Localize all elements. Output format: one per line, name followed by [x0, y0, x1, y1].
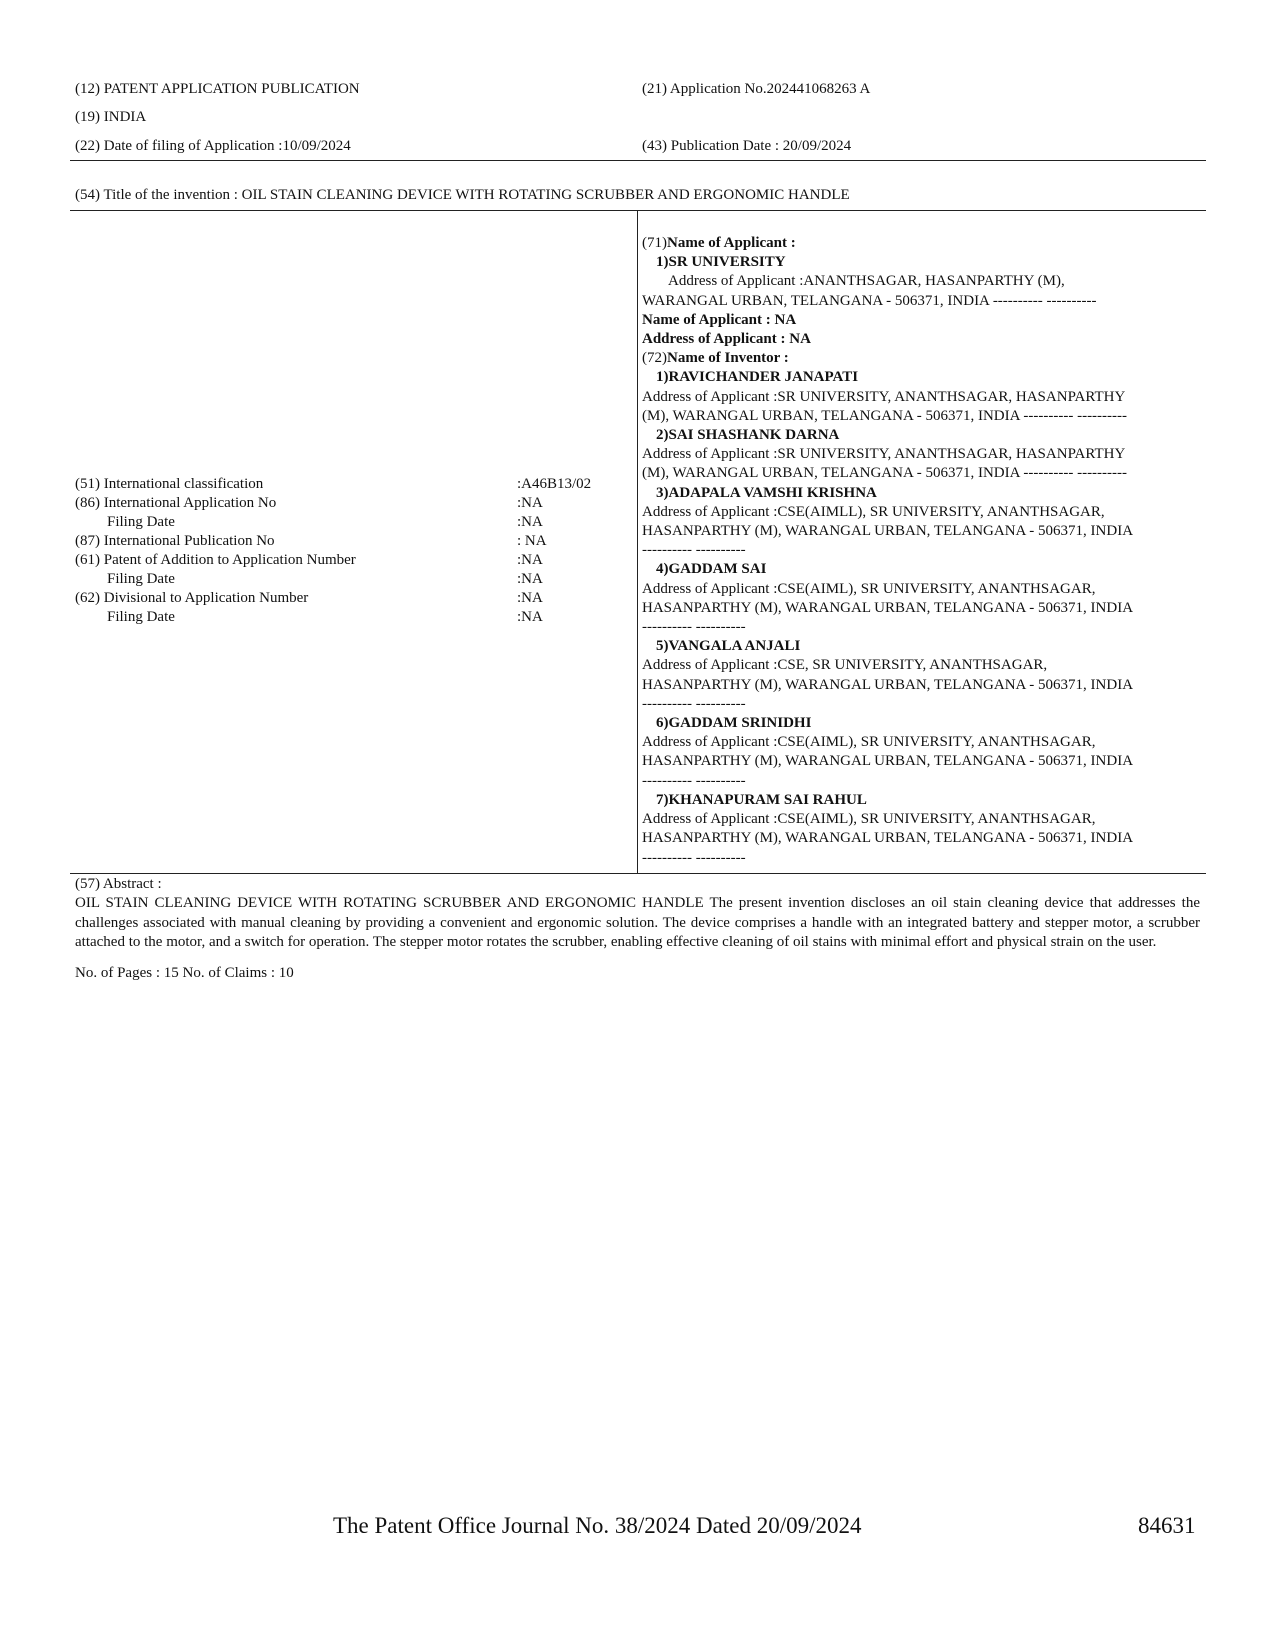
- bib-row-filing-date: [75, 570, 615, 589]
- second-applicant-address: Address of Applicant : NA: [642, 331, 811, 348]
- bib-row-filing-date: [75, 513, 615, 532]
- inventor-address-line: ---------- ----------: [642, 619, 746, 636]
- inventor-entry: [642, 714, 1202, 791]
- bib-value: :NA: [517, 590, 543, 606]
- bib-row-international-classification: [75, 475, 615, 494]
- inventor-entry: [642, 484, 1202, 561]
- inventor-address-line: HASANPARTHY (M), WARANGAL URBAN, TELANGANA - 506371, INDIA: [642, 599, 1134, 616]
- bib-row-filing-date: [75, 608, 615, 627]
- publication-date: (43) Publication Date : 20/09/2024: [642, 138, 852, 154]
- publication-type: (12) PATENT APPLICATION PUBLICATION: [75, 81, 360, 97]
- abstract-heading: (57) Abstract :: [75, 876, 162, 892]
- inventor-address-line: HASANPARTHY (M), WARANGAL URBAN, TELANGANA - 506371, INDIA: [642, 523, 1134, 540]
- bib-value: :NA: [517, 571, 543, 587]
- inventor-address-line: ---------- ----------: [642, 695, 746, 712]
- inventor-address-line: HASANPARTHY (M), WARANGAL URBAN, TELANGANA - 506371, INDIA: [642, 830, 1134, 847]
- inventor-name: 7)KHANAPURAM SAI RAHUL: [656, 791, 867, 808]
- inventor-entry: [642, 560, 1202, 637]
- inventor-list: [642, 368, 1202, 867]
- title-divider: [70, 210, 1206, 211]
- inventor-name: 3)ADAPALA VAMSHI KRISHNA: [656, 484, 877, 501]
- bib-row-divisional-application: [75, 589, 615, 608]
- country: (19) INDIA: [75, 109, 147, 125]
- journal-footer: The Patent Office Journal No. 38/2024 Dated 20/09/2024: [333, 1513, 862, 1538]
- bib-value: :A46B13/02: [517, 476, 592, 492]
- bib-value: : NA: [517, 533, 547, 549]
- filing-date: (22) Date of filing of Application :10/09/2024: [75, 138, 351, 154]
- inventor-heading-label: Name of Inventor :: [667, 350, 789, 367]
- inventor-address-line: HASANPARTHY (M), WARANGAL URBAN, TELANGANA - 506371, INDIA: [642, 676, 1134, 693]
- bib-label: (61) Patent of Addition to Application Number: [75, 552, 356, 568]
- bib-label: (87) International Publication No: [75, 533, 275, 549]
- bib-label: (62) Divisional to Application Number: [75, 590, 309, 606]
- applicant-address: WARANGAL URBAN, TELANGANA - 506371, INDIA ---------- ----------: [642, 292, 1097, 309]
- inventor-address-line: Address of Applicant :CSE(AIML), SR UNIVERSITY, ANANTHSAGAR,: [642, 580, 1096, 597]
- header-divider: [70, 160, 1206, 161]
- second-applicant-name: Name of Applicant : NA: [642, 311, 797, 328]
- applicant-inventor-column: [642, 234, 1202, 868]
- inventor-address-line: ---------- ----------: [642, 849, 746, 866]
- bib-value: :NA: [517, 514, 543, 530]
- inventor-address-line: (M), WARANGAL URBAN, TELANGANA - 506371, INDIA ---------- ----------: [642, 407, 1128, 424]
- applicant-address: Address of Applicant :ANANTHSAGAR, HASANPARTHY (M),: [668, 273, 1065, 290]
- inventor-heading: [642, 349, 1202, 368]
- inventor-entry: [642, 368, 1202, 426]
- inventor-address-line: Address of Applicant :CSE, SR UNIVERSITY, ANANTHSAGAR,: [642, 657, 1048, 674]
- inventor-name: 5)VANGALA ANJALI: [656, 638, 801, 655]
- inventor-address-line: Address of Applicant :CSE(AIMLL), SR UNIVERSITY, ANANTHSAGAR,: [642, 503, 1105, 520]
- inventor-entry: [642, 791, 1202, 868]
- inventor-address-line: ---------- ----------: [642, 542, 746, 559]
- applicant-heading: [642, 234, 1202, 253]
- applicant-prefix: (71): [642, 235, 667, 251]
- abstract-section: [75, 875, 1200, 983]
- inventor-address-line: Address of Applicant :CSE(AIML), SR UNIVERSITY, ANANTHSAGAR,: [642, 811, 1096, 828]
- abstract-text: OIL STAIN CLEANING DEVICE WITH ROTATING SCRUBBER AND ERGONOMIC HANDLE The present invention discloses an oil stain cleaning device that addresses the challenges associated with manual cleaning by providing a convenient and ergonomic solution. The device comprises a handle with an integrated battery and stepper motor, a scrubber attached to the motor, and a switch for operation. The stepper motor rotates the scrubber, enabling effective cleaning of oil stains with minimal effort and physical strain on the user.: [75, 895, 1200, 950]
- bib-label: Filing Date: [107, 514, 175, 530]
- bib-label: Filing Date: [107, 571, 175, 587]
- bib-value: :NA: [517, 609, 543, 625]
- inventor-address-line: (M), WARANGAL URBAN, TELANGANA - 506371, INDIA ---------- ----------: [642, 465, 1128, 482]
- bib-row-international-publication-no: [75, 532, 615, 551]
- applicant-heading-label: Name of Applicant :: [667, 235, 796, 251]
- inventor-address-line: Address of Applicant :SR UNIVERSITY, ANANTHSAGAR, HASANPARTHY: [642, 446, 1126, 463]
- pages-and-claims: No. of Pages : 15 No. of Claims : 10: [75, 965, 294, 982]
- bib-value: :NA: [517, 495, 543, 511]
- bib-row-international-application-no: [75, 494, 615, 513]
- invention-title: (54) Title of the invention : OIL STAIN CLEANING DEVICE WITH ROTATING SCRUBBER AND ERGONOMIC HANDLE: [75, 187, 850, 203]
- inventor-name: 6)GADDAM SRINIDHI: [656, 715, 812, 732]
- page-number: 84631: [1138, 1513, 1196, 1538]
- bib-row-patent-of-addition: [75, 551, 615, 570]
- abstract-divider: [70, 873, 1206, 874]
- inventor-name: 2)SAI SHASHANK DARNA: [656, 427, 840, 444]
- inventor-prefix: (72): [642, 350, 667, 367]
- application-number: (21) Application No.202441068263 A: [642, 81, 871, 97]
- applicant-name: 1)SR UNIVERSITY: [656, 254, 786, 271]
- bib-label: (86) International Application No: [75, 495, 277, 511]
- inventor-address-line: HASANPARTHY (M), WARANGAL URBAN, TELANGANA - 506371, INDIA: [642, 753, 1134, 770]
- column-divider: [637, 210, 638, 873]
- inventor-name: 1)RAVICHANDER JANAPATI: [656, 369, 859, 386]
- inventor-entry: [642, 637, 1202, 714]
- bib-label: Filing Date: [107, 609, 175, 625]
- bib-value: :NA: [517, 552, 543, 568]
- inventor-address-line: ---------- ----------: [642, 772, 746, 789]
- inventor-name: 4)GADDAM SAI: [656, 561, 767, 578]
- inventor-entry: [642, 426, 1202, 484]
- inventor-address-line: Address of Applicant :SR UNIVERSITY, ANANTHSAGAR, HASANPARTHY: [642, 388, 1126, 405]
- bib-label: (51) International classification: [75, 476, 264, 492]
- inventor-address-line: Address of Applicant :CSE(AIML), SR UNIVERSITY, ANANTHSAGAR,: [642, 734, 1096, 751]
